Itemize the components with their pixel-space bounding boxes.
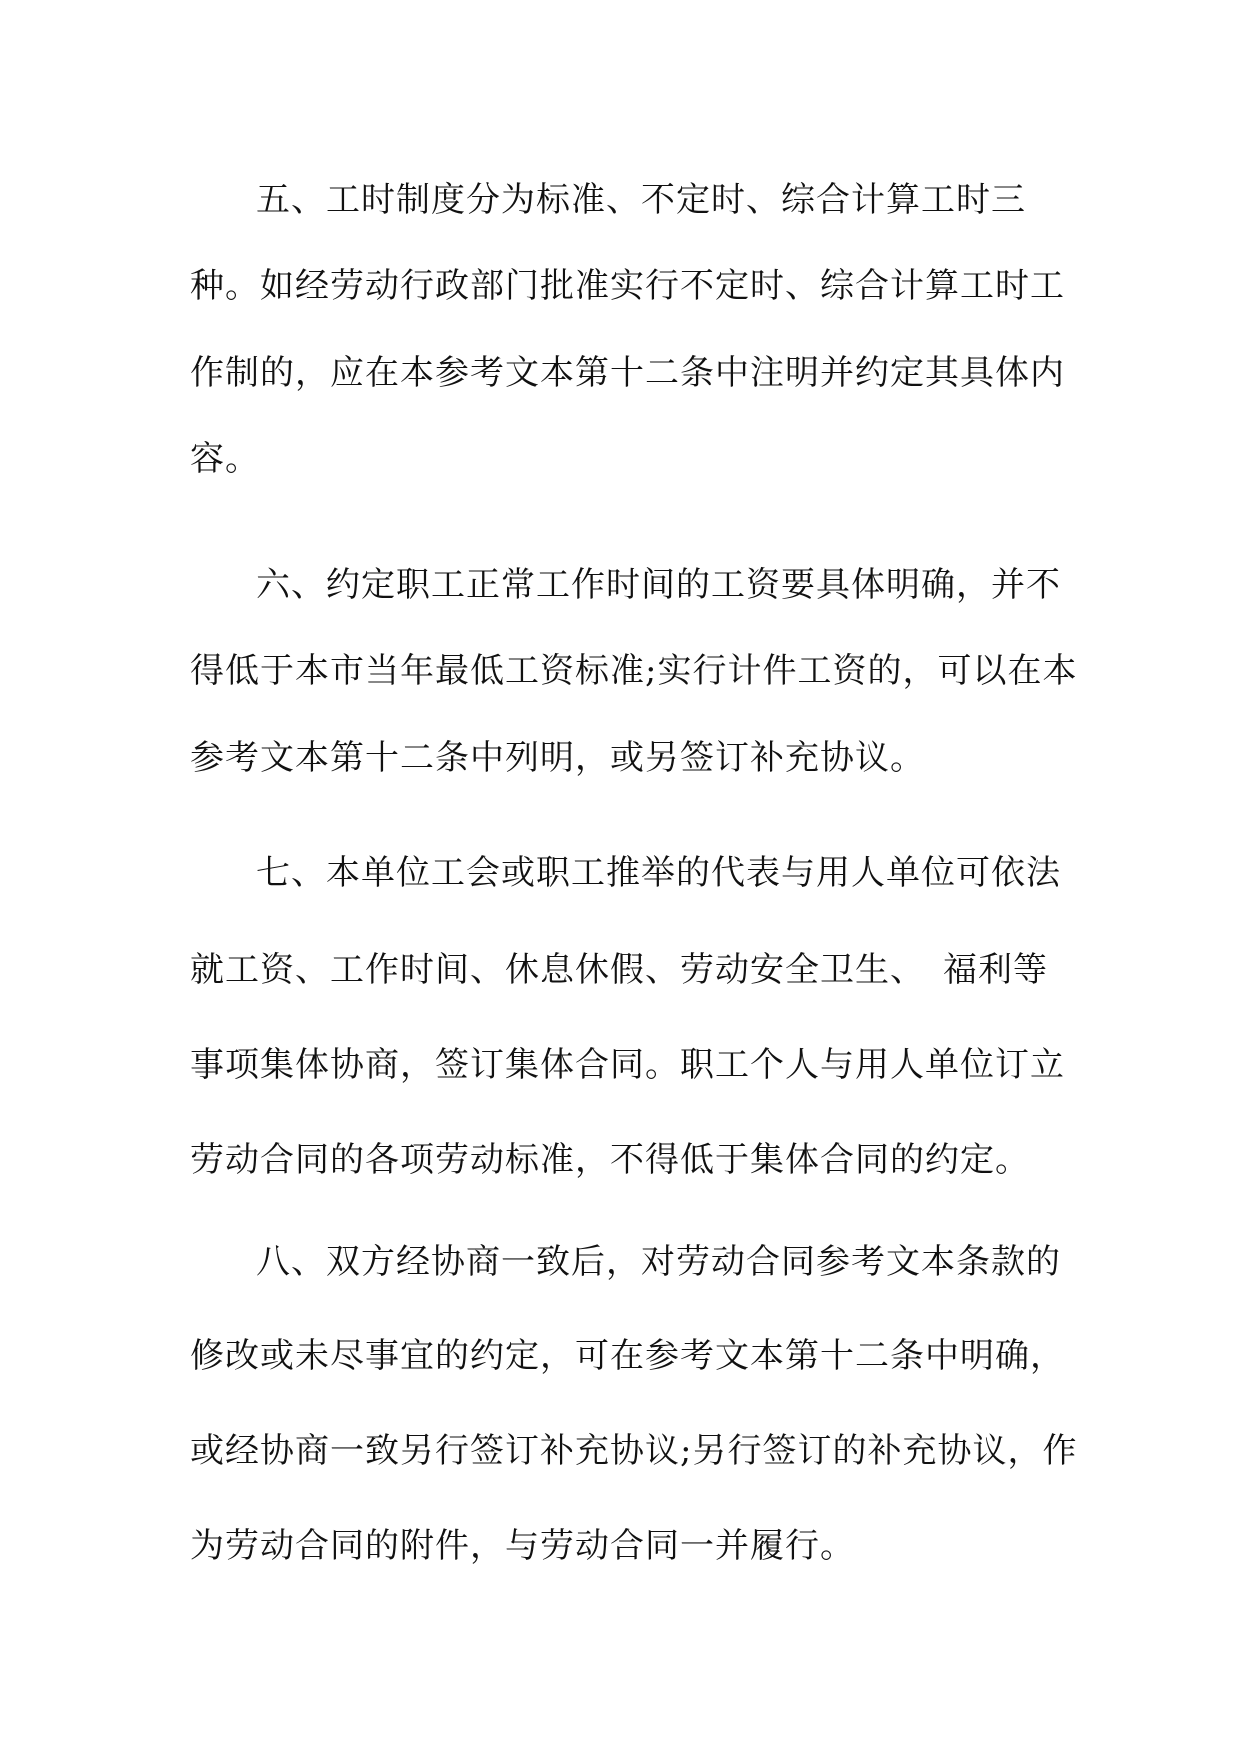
text-line: 八、双方经协商一致后，对劳动合同参考文本条款的 [256,1242,1061,1282]
text-line: 五、工时制度分为标准、不定时、综合计算工时三 [256,180,1026,220]
text-line: 为劳动合同的附件，与劳动合同一并履行。 [190,1526,855,1566]
text-line: 就工资、工作时间、休息休假、劳动安全卫生、 福利等 [190,950,1048,990]
text-line: 容。 [190,439,260,479]
text-line: 作制的，应在本参考文本第十二条中注明并约定其具体内 [190,353,1065,393]
text-line: 六、约定职工正常工作时间的工资要具体明确，并不 [256,565,1061,605]
text-line: 或经协商一致另行签订补充协议;另行签订的补充协议，作 [190,1431,1078,1471]
text-line: 种。如经劳动行政部门批准实行不定时、综合计算工时工 [190,266,1065,306]
text-line: 七、本单位工会或职工推举的代表与用人单位可依法 [256,853,1061,893]
text-line: 修改或未尽事宜的约定，可在参考文本第十二条中明确， [190,1336,1065,1376]
text-line: 劳动合同的各项劳动标准，不得低于集体合同的约定。 [190,1140,1030,1180]
text-line: 参考文本第十二条中列明，或另签订补充协议。 [190,738,925,778]
text-line: 事项集体协商，签订集体合同。职工个人与用人单位订立 [190,1045,1065,1085]
text-line: 得低于本市当年最低工资标准;实行计件工资的，可以在本 [190,651,1078,691]
